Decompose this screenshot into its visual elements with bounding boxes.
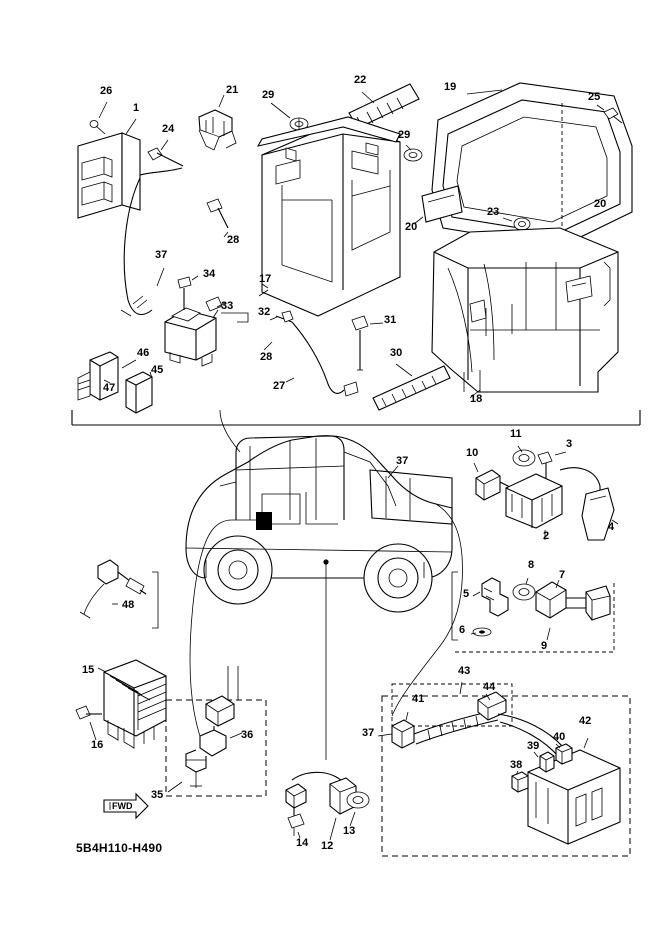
callout-31: 31 <box>384 314 397 326</box>
callout-13: 13 <box>343 825 356 837</box>
callout-36: 36 <box>241 729 254 741</box>
callout-23: 23 <box>487 206 500 218</box>
callout-2: 2 <box>543 530 550 542</box>
callout-10: 10 <box>466 447 479 459</box>
battery-box-18 <box>432 228 618 398</box>
callout-4: 4 <box>608 521 615 533</box>
callout-30: 30 <box>390 347 403 359</box>
frame-divider <box>72 410 640 425</box>
callout-19: 19 <box>444 81 457 93</box>
band-30 <box>373 364 450 410</box>
callout-38: 38 <box>510 759 523 771</box>
callout-42: 42 <box>579 715 592 727</box>
callout-39: 39 <box>527 740 540 752</box>
callout-20b: 20 <box>405 221 418 233</box>
callout-32: 32 <box>258 306 271 318</box>
cable-27 <box>286 322 358 396</box>
callout-26: 26 <box>100 85 113 97</box>
callout-33: 33 <box>221 300 234 312</box>
callout-24: 24 <box>162 123 175 135</box>
callout-40: 40 <box>553 731 566 743</box>
callout-17: 17 <box>259 273 272 285</box>
part-code-label: 5B4H110-H490 <box>76 841 163 855</box>
callout-46: 46 <box>137 347 150 359</box>
fwd-arrow-label: FWD <box>112 801 133 811</box>
callout-15: 15 <box>82 664 95 676</box>
callout-12: 12 <box>321 840 334 852</box>
battery-17 <box>258 117 400 316</box>
callout-20: 20 <box>594 198 607 210</box>
bolt-31 <box>352 316 383 370</box>
callout-37c: 37 <box>362 727 375 739</box>
harness-box-group <box>378 682 630 856</box>
callout-5: 5 <box>463 588 470 600</box>
callout-22: 22 <box>354 74 367 86</box>
sensor-group-789 <box>455 578 614 652</box>
callout-29: 29 <box>262 89 275 101</box>
callout-44: 44 <box>483 681 496 693</box>
fuse-block-group <box>78 102 183 218</box>
battery-cover-19 <box>432 83 632 247</box>
callout-27: 27 <box>273 380 286 392</box>
callout-14: 14 <box>296 837 309 849</box>
callout-37: 37 <box>155 249 168 261</box>
callout-28: 28 <box>227 234 240 246</box>
callout-11: 11 <box>510 428 522 440</box>
ignition-coil-group <box>474 446 618 540</box>
sensor-group-12-13-14 <box>286 772 369 840</box>
callout-34: 34 <box>203 268 216 280</box>
callout-6: 6 <box>459 624 466 636</box>
callout-35: 35 <box>151 789 164 801</box>
callout-48: 48 <box>122 599 135 611</box>
bracket-21 <box>199 95 236 150</box>
callout-28b: 28 <box>260 351 273 363</box>
sensor-48 <box>80 560 158 628</box>
callout-9: 9 <box>541 640 548 652</box>
callout-8: 8 <box>528 559 535 571</box>
callout-3: 3 <box>566 438 573 450</box>
callout-25: 25 <box>588 91 601 103</box>
callout-1: 1 <box>133 102 140 114</box>
callout-7: 7 <box>559 569 566 581</box>
callout-16: 16 <box>91 739 104 751</box>
callout-29b: 29 <box>398 129 411 141</box>
callout-43: 43 <box>458 665 471 677</box>
callout-45: 45 <box>151 364 164 376</box>
callout-18: 18 <box>470 393 483 405</box>
callout-21: 21 <box>226 84 239 96</box>
callout-47: 47 <box>103 382 116 394</box>
callout-37b: 37 <box>396 455 409 467</box>
callout-41: 41 <box>412 693 425 705</box>
